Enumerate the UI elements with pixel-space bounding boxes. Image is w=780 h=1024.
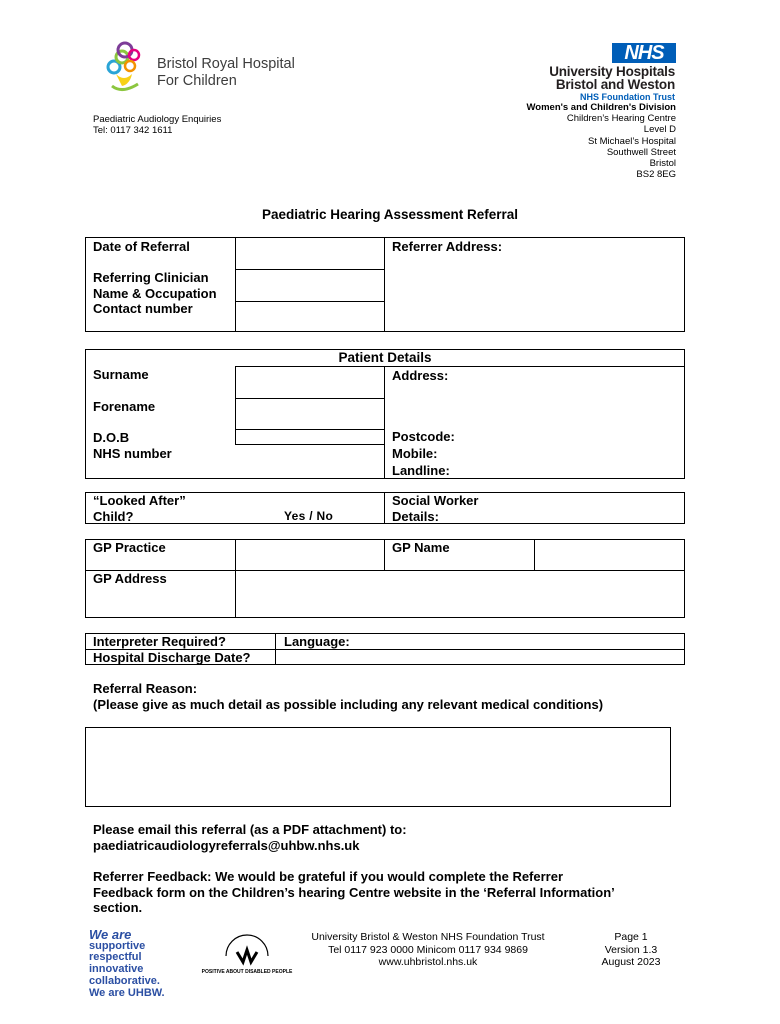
patient-address-label: Address: xyxy=(392,368,449,383)
forename-field[interactable] xyxy=(236,399,384,429)
dob-field[interactable] xyxy=(236,430,384,444)
referrer-address-label: Referrer Address: xyxy=(392,239,503,254)
page-title: Paediatric Hearing Assessment Referral xyxy=(261,207,519,222)
gp-address-label: GP Address xyxy=(93,571,167,586)
gp-address-field[interactable] xyxy=(236,571,684,617)
trust-name: University Hospitals Bristol and Weston xyxy=(549,64,675,92)
date-of-referral-label: Date of Referral xyxy=(93,239,190,254)
gp-name-field[interactable] xyxy=(535,540,684,570)
uhbw-values-logo: We are supportive respectful innovative collaborative. We are UHBW. xyxy=(89,927,165,999)
date-of-referral-field[interactable] xyxy=(236,238,384,269)
language-field[interactable] xyxy=(360,634,684,649)
referrer-address-field[interactable] xyxy=(385,256,684,331)
postcode-label: Postcode: xyxy=(392,429,455,444)
trust-subtitle: NHS Foundation Trust xyxy=(580,92,675,102)
contact-number-label: Contact number xyxy=(93,301,193,316)
referring-clinician-field[interactable] xyxy=(236,270,384,301)
looked-after-label: “Looked After” Child? xyxy=(93,493,186,524)
hospital-discharge-label: Hospital Discharge Date? xyxy=(93,650,251,665)
dob-label: D.O.B xyxy=(93,430,130,445)
nhs-number-field[interactable] xyxy=(236,445,384,478)
gp-practice-field[interactable] xyxy=(236,540,384,570)
positive-about-disabled-people-icon xyxy=(201,926,293,978)
footer-website-link[interactable]: www.uhbristol.nhs.uk xyxy=(378,956,478,968)
seal-text: POSITIVE ABOUT DISABLED PEOPLE xyxy=(201,969,293,975)
referral-reason-label: Referral Reason: (Please give as much detail as possible including any relevant medical conditions) xyxy=(93,681,604,712)
division-address: Women's and Children's Division Children’s Hearing Centre Level D St Michael’s Hospital Southwell Street Bristol BS2 8EG xyxy=(526,102,676,181)
feedback-text: Referrer Feedback: We would be grateful if you would complete the Referrer Feedback form on the Children’s hearing Centre website in the ‘Referral Information’ section. xyxy=(93,869,615,915)
patient-address-field[interactable] xyxy=(385,384,684,428)
forename-label: Forename xyxy=(93,399,156,414)
footer-trust-info: University Bristol & Weston NHS Foundation Trust Tel 0117 923 0000 Minicom 0117 934 9869 www.uhbristol.nhs.uk xyxy=(290,931,566,969)
looked-after-yes-no[interactable]: Yes / No xyxy=(284,509,334,523)
referral-email-link[interactable]: paediatricaudiologyreferrals@uhbw.nhs.uk xyxy=(93,837,360,853)
contact-number-field[interactable] xyxy=(236,302,384,331)
nhs-logo: NHS xyxy=(612,43,676,63)
patient-details-heading: Patient Details xyxy=(338,350,432,365)
mobile-label: Mobile: xyxy=(392,446,438,461)
referral-reason-field[interactable] xyxy=(85,727,671,807)
surname-label: Surname xyxy=(93,367,149,382)
referring-clinician-label: Referring Clinician Name & Occupation xyxy=(93,270,217,301)
hospital-logo-text: Bristol Royal Hospital For Children xyxy=(157,56,295,89)
surname-field[interactable] xyxy=(236,367,384,398)
gp-name-label: GP Name xyxy=(392,540,450,555)
nhs-number-label: NHS number xyxy=(93,446,172,461)
hospital-discharge-field[interactable] xyxy=(276,650,684,664)
footer-page-info: Page 1 Version 1.3 August 2023 xyxy=(601,931,661,968)
interpreter-required-label: Interpreter Required? xyxy=(93,634,226,649)
landline-label: Landline: xyxy=(392,463,450,478)
language-label: Language: xyxy=(284,634,350,649)
gp-practice-label: GP Practice xyxy=(93,540,166,555)
email-instruction: Please email this referral (as a PDF attachment) to: paediatricaudiologyreferrals@uhbw.nhs.uk xyxy=(93,822,407,853)
social-worker-label: Social Worker Details: xyxy=(392,493,479,524)
enquiries-contact: Paediatric Audiology Enquiries Tel: 0117 342 1611 xyxy=(93,114,222,136)
